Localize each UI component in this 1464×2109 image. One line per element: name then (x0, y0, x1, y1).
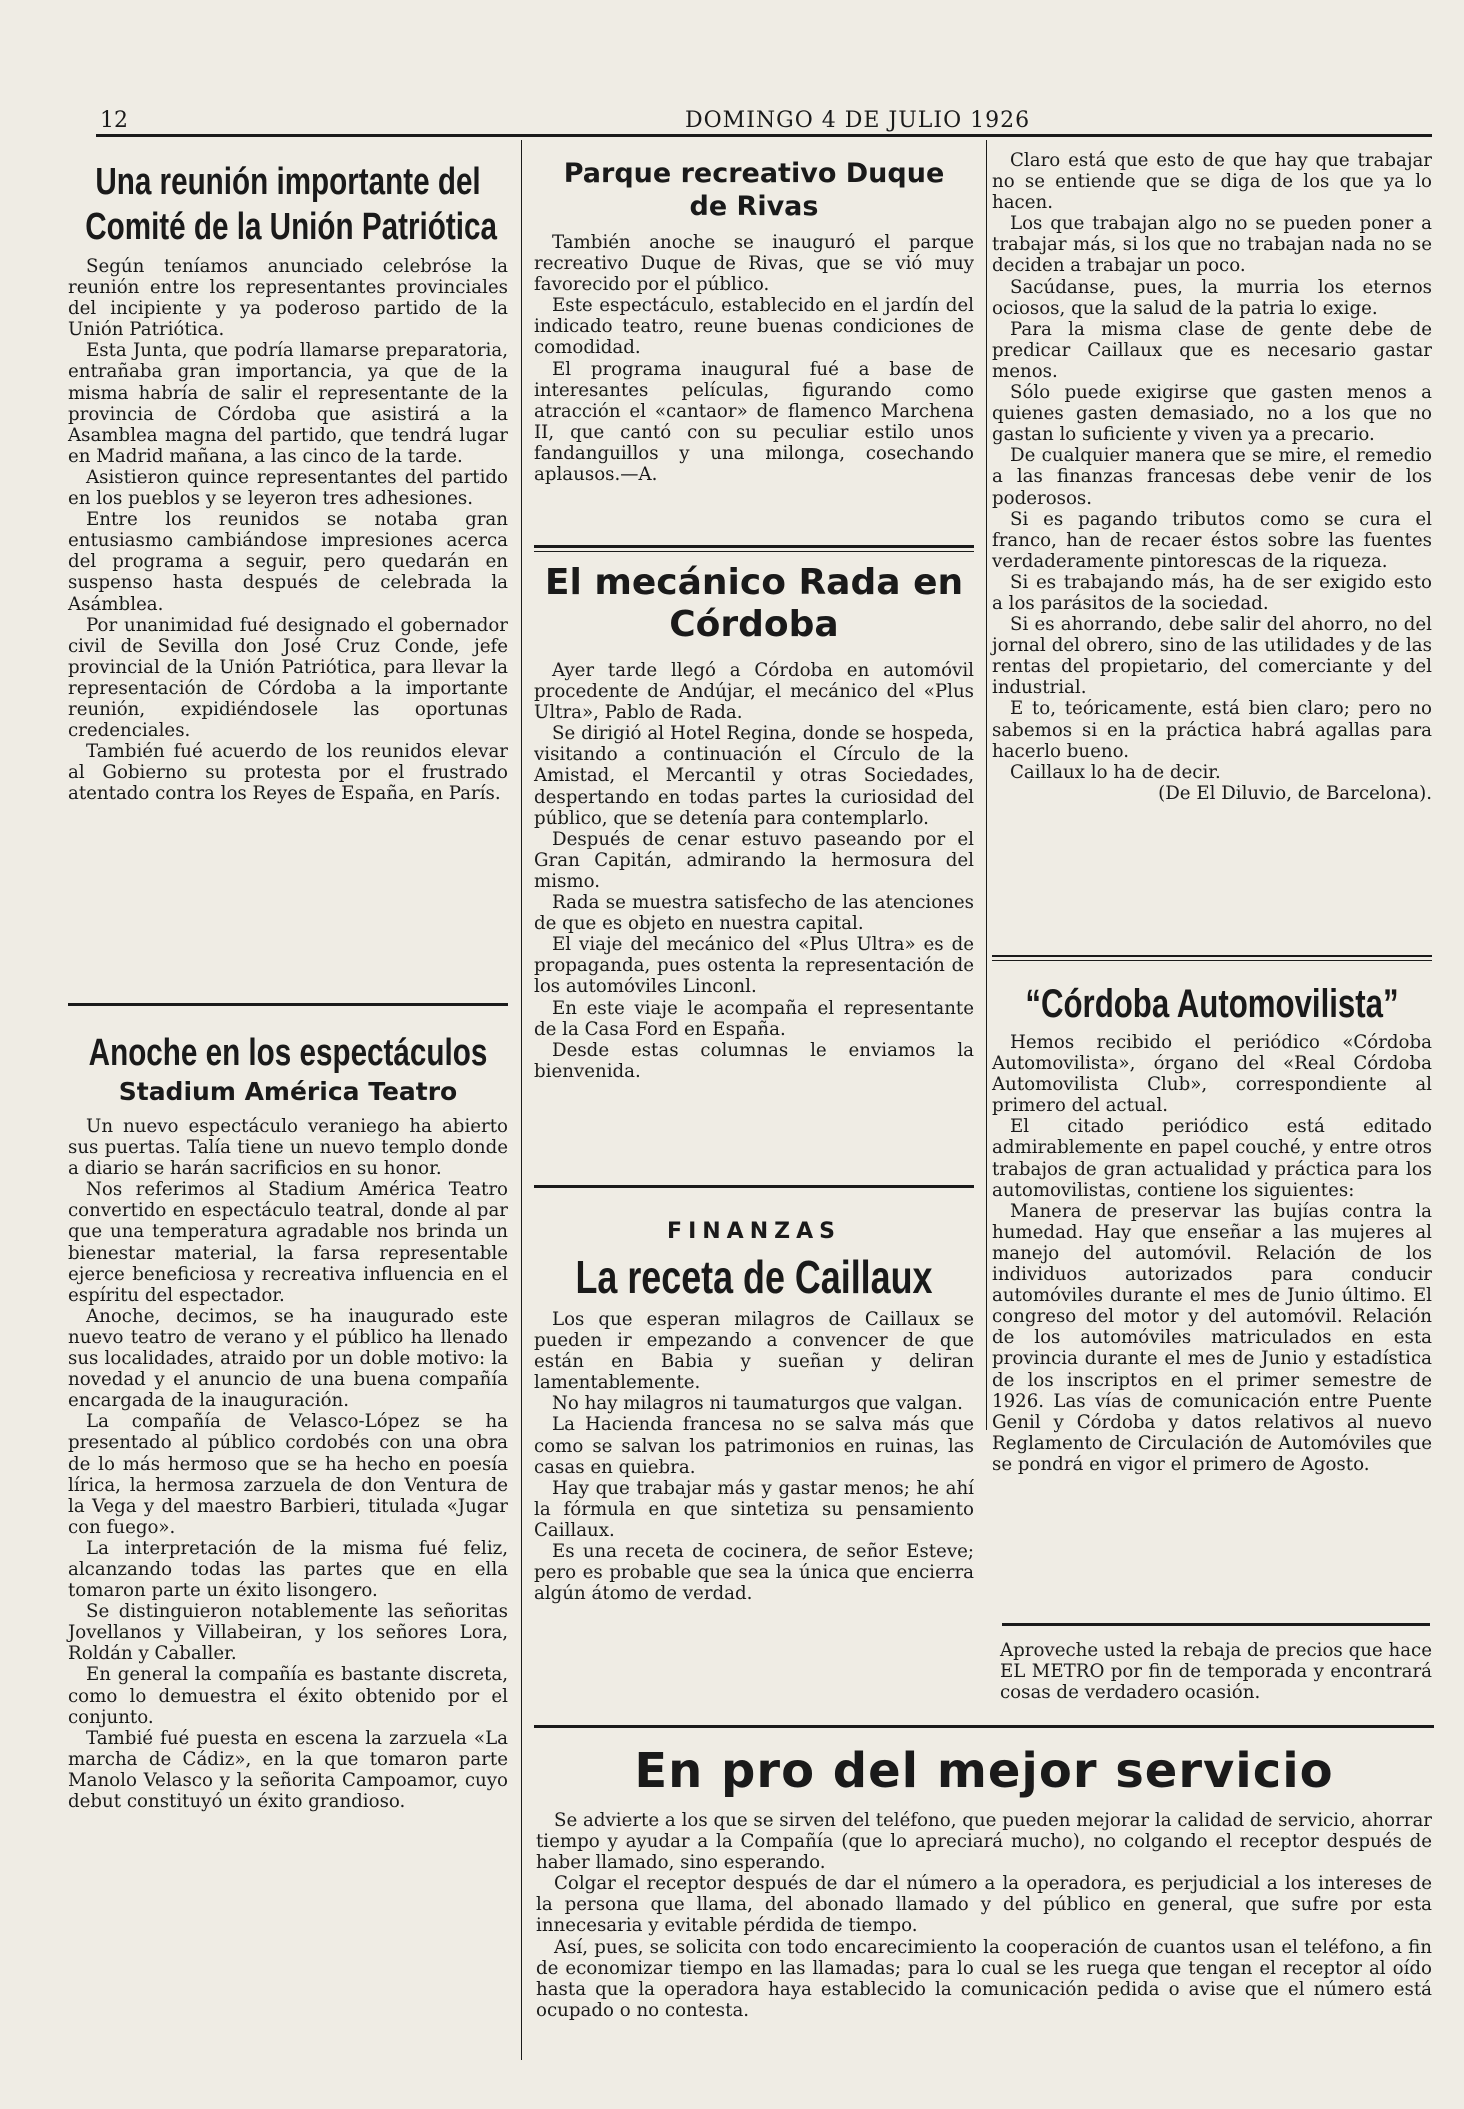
paragraph: Los que esperan milagros de Caillaux se pueden ir empezando a convencer de que están en Babia y sueñan y deliran lamentablemente. (534, 1309, 974, 1394)
section-rule (534, 1185, 974, 1188)
paragraph: Tambié fué puesta en escena la zarzuela «La marcha de Cádiz», en la que tomaron parte Manolo Velasco y la señorita Campoamor, cuyo debut constituyó un éxito grandioso. (68, 1727, 508, 1812)
article-mejor-servicio (536, 1740, 1432, 2021)
article-mecanico-rada (534, 562, 974, 1082)
paragraph: Si es ahorrando, debe salir del ahorro, no del jornal del obrero, sino de las utilidades y de las rentas del propietario, del comerciante y del industrial. (992, 614, 1432, 699)
paragraph: En este viaje le acompaña el representante de la Casa Ford en España. (534, 997, 974, 1040)
paragraph: Rada se muestra satisfecho de las atenciones de que es objeto en nuestra capital. (534, 892, 974, 935)
paragraph: Claro está que esto de que hay que trabajar no se entiende que se diga de los que ya lo hacen. (992, 150, 1432, 214)
ad-text: Aproveche usted la rebaja de precios que hace EL METRO por fin de temporada y encontrará cosas de verdadero ocasión. (1000, 1640, 1432, 1704)
article-cordoba-automovilista (992, 980, 1432, 1475)
source-credit: (De El Diluvio, de Barcelona). (1158, 782, 1432, 804)
paragraph: Caillaux lo ha de decir. (1010, 761, 1221, 783)
paragraph: La Hacienda francesa no se salva más que como se salvan los patrimonios en ruinas, las casas en quiebra. (534, 1414, 974, 1478)
paragraph: No hay milagros ni taumaturgos que valgan. (552, 1393, 963, 1415)
paragraph: También anoche se inauguró el parque recreativo Duque de Rivas, que se vió muy favorecido por el público. (534, 232, 974, 296)
article-anoche-espectaculos (68, 1030, 508, 1812)
paragraph: El viaje del mecánico del «Plus Ultra» es de propaganda, pues ostenta la representación de los automóviles Linconl. (534, 934, 974, 998)
paragraph: También fué acuerdo de los reunidos elevar al Gobierno su protesta por el frustrado atentado contra los Reyes de España, en París. (68, 741, 508, 805)
paragraph: Se distinguieron notablemente las señoritas Jovellanos y Villabeiran, y los señores Lora, Roldán y Caballer. (68, 1601, 508, 1665)
paragraph: Asistieron quince representantes del partido en los pueblos y se leyeron tres adhesiones. (68, 466, 508, 510)
paragraph: Anoche, decimos, se ha inaugurado este nuevo teatro de verano y el público ha llenado sus localidades, atraido por un doble motivo: la novedad y el anuncio de una buena compañía encargada de la inauguración. (68, 1305, 508, 1412)
article-parque-recreativo (534, 158, 974, 485)
headline: Una reunión importante del (95, 161, 481, 203)
paragraph: Por unanimidad fué designado el gobernador civil de Sevilla don José Cruz Conde, jefe provincial de la Unión Patriótica, para llevar la representación de Córdoba a la importante reunión, expidiéndosele las oportunas credenciales. (68, 614, 508, 742)
paragraph: Es una receta de cocinera, de señor Esteve; pero es probable que sea la única que encierra algún átomo de verdad. (534, 1541, 974, 1605)
headline: Córdoba (669, 604, 839, 645)
ad-el-metro (1000, 1640, 1432, 1703)
paragraph: Colgar el receptor después de dar el número a la operadora, es perjudicial a los intereses de la persona que llama, del abonado llamado y del público en general, que sufre por esta innecesaria y evitable pérdida de tiempo. (536, 1873, 1432, 1937)
article-union-patriotica (68, 160, 508, 804)
paragraph: Sólo puede exigirse que gasten menos a quienes gasten demasiado, no a los que no gastan lo suficiente y viven ya a precario. (992, 382, 1432, 446)
issue-date: DOMINGO 4 DE JULIO 1926 (685, 108, 1031, 133)
paragraph: E to, teóricamente, está bien claro; pero no sabemos si en la práctica habrá agallas para hacerlo bueno. (992, 698, 1432, 762)
headline: Anoche en los espectáculos (88, 1032, 488, 1074)
paragraph: La compañía de Velasco-López se ha presentado al público cordobés con una obra de lo más hermoso que se ha hecho en poesía lírica, la hermosa zarzuela de don Ventura de la Vega y del maestro Barbieri, titulada «Jugar con fuego». (68, 1411, 508, 1538)
headline: de Rivas (689, 191, 819, 222)
headline: “Córdoba Automovilista” (1025, 982, 1399, 1026)
paragraph: Así, pues, se solicita con todo encarecimiento la cooperación de cuantos usan el teléfono, a fin de economizar tiempo en las llamadas; para lo cual se les ruega que tengan el receptor al oído hasta que la operadora haya establecido la comunicación pedida o avise que el número está ocupado o no contesta. (536, 1936, 1432, 2021)
section-kicker: FINANZAS (667, 1219, 841, 1244)
paragraph: En general la compañía es bastante discreta, como lo demuestra el éxito obtenido por el conjunto. (68, 1664, 508, 1728)
paragraph: Se advierte a los que se sirven del teléfono, que pueden mejorar la calidad de servicio, ahorrar tiempo y ayudar a la Compañía (que lo apreciará mucho), no colgando el receptor después de haber llamado, sino esperando. (536, 1810, 1432, 1874)
section-rule (534, 545, 974, 548)
section-rule (68, 1003, 508, 1006)
section-rule (534, 551, 974, 552)
paragraph: Se dirigió al Hotel Regina, donde se hospeda, visitando a continuación el Círculo de la Amistad, el Mercantil y otras Sociedades, despertando en todas partes la curiosidad del público, que se detenía para contemplarlo. (534, 723, 974, 829)
paragraph: La interpretación de la misma fué feliz, alcanzando todas las partes que en ella tomaron parte un éxito lisongero. (68, 1537, 508, 1602)
subheadline: Stadium América Teatro (118, 1077, 458, 1106)
section-rule (992, 955, 1432, 957)
section-rule (992, 960, 1432, 961)
paragraph: Nos referimos al Stadium América Teatro convertido en espectáculo teatral, donde al par que una temperatura agradable nos brinda un bienestar material, la farsa representable ejerce beneficiosa y recreativa influencia en el espíritu del espectador. (68, 1179, 508, 1306)
paragraph: De cualquier manera que se mire, el remedio a las finanzas francesas debe venir de los poderosos. (992, 445, 1432, 509)
paragraph: Después de cenar estuvo paseando por el Gran Capitán, admirando la hermosura del mismo. (534, 828, 974, 892)
paragraph: Entre los reunidos se notaba gran entusiasmo cambiándose impresiones acerca del programa a seguir, pero quedarán en suspenso hasta después de celebrada la Asámblea. (68, 509, 508, 615)
paragraph: Ayer tarde llegó a Córdoba en automóvil procedente de Andújar, el mecánico del «Plus Ultra», Pablo de Rada. (534, 660, 974, 724)
paragraph: Los que trabajan algo no se pueden poner a trabajar más, si los que no trabajan nada no se deciden a trabajar un poco. (992, 213, 1432, 277)
headline: Parque recreativo Duque (563, 158, 945, 189)
column-divider (521, 140, 522, 2060)
page-number: 12 (100, 108, 128, 133)
paragraph: Si es trabajando más, ha de ser exigido esto a los parásitos de la sociedad. (992, 571, 1432, 614)
paragraph: El citado periódico está editado admirablemente en papel couché, y entre otros trabajos de gran actualidad y práctica para los automovilistas, contiene los siguientes: (992, 1116, 1432, 1201)
headline: En pro del mejor servicio (634, 1743, 1334, 1799)
paragraph: Sacúdanse, pues, la murria los eternos ociosos, que la salud de la patria lo exige. (992, 276, 1432, 319)
article-finanzas-continuation (992, 150, 1432, 804)
paragraph: Desde estas columnas le enviamos la bienvenida. (534, 1039, 974, 1082)
paragraph: El programa inaugural fué a base de interesantes películas, figurando como atracción el «cantaor» de flamenco Marchena II, que cantó con su peculiar estilo unos fandanguillos y una milonga, cosechando aplausos.—A. (534, 358, 974, 486)
paragraph: Si es pagando tributos como se cura el franco, han de recaer éstos sobre las fuentes verdaderamente pintorescas de la riqueza. (992, 508, 1432, 572)
section-rule (1002, 1623, 1430, 1626)
paragraph: Manera de preservar las bujías contra la humedad. Hay que enseñar a las mujeres al manejo del automóvil. Relación de los individuos autorizados para conducir automóviles durante el mes de Junio último. El congreso del motor y del automóvil. Relación de los automóviles matriculados en esta provincia durante el mes de Junio y estadística de los inscriptos en el primer semestre de 1926. Las vías de comunicación entre Puente Genil y Córdoba y datos relativos al nuevo Reglamento de Circulación de Automóviles que se pondrá en vigor el primero de Agosto. (992, 1200, 1432, 1475)
paragraph: Según teníamos anunciado celebróse la reunión entre los representantes provinciales del incipiente y ya poderoso partido de la Unión Patriótica. (68, 256, 508, 341)
paragraph: Esta Junta, que podría llamarse preparatoria, entrañaba gran importancia, ya que de la misma habría de salir el representante de la provincia de Córdoba que asistirá a la Asamblea magna del partido, que tendrá lugar en Madrid mañana, a las cinco de la tarde. (68, 340, 508, 467)
paragraph: Un nuevo espectáculo veraniego ha abierto sus puertas. Talía tiene un nuevo templo donde a diario se harán sacrificios en su honor. (68, 1116, 508, 1180)
paragraph: Hemos recibido el periódico «Córdoba Automovilista», órgano del «Real Córdoba Automovilista Club», correspondiente al primero del actual. (992, 1032, 1432, 1117)
section-rule (534, 1725, 1434, 1728)
paragraph: Para la misma clase de gente debe de predicar Caillaux que es necesario gastar menos. (992, 318, 1432, 382)
headline: La receta de Caillaux (575, 1251, 933, 1303)
headline: Comité de la Unión Patriótica (85, 206, 497, 248)
paragraph: Este espectáculo, establecido en el jardín del indicado teatro, reune buenas condiciones de comodidad. (534, 295, 974, 359)
headline: El mecánico Rada en (544, 562, 964, 603)
column-divider (986, 140, 987, 1430)
header-rule (96, 134, 1432, 137)
paragraph: Hay que trabajar más y gastar menos; he ahí la fórmula en que sintetiza su pensamiento Caillaux. (534, 1477, 974, 1541)
article-finanzas (534, 1215, 974, 1604)
